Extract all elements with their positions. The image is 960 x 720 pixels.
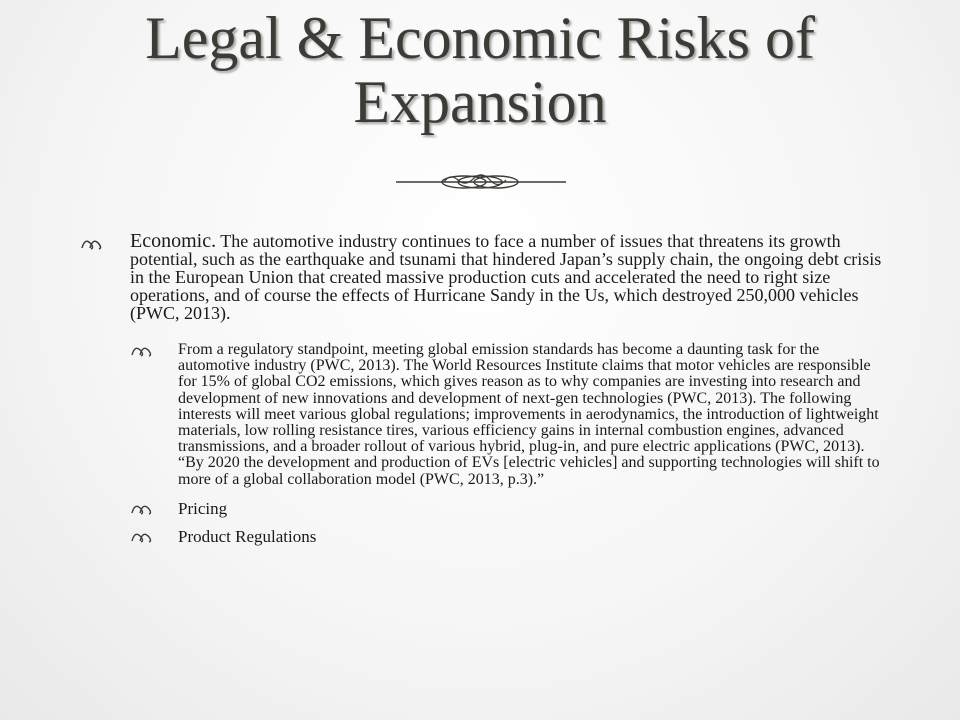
sub-bullet-text: From a regulatory standpoint, meeting global emission standards has become a daunting task for the automotive industry (PWC, 2013). The World Resources Institute claims that motor vehicles are responsible for 15% of global CO2 emissions, which gives reason as to why companies are investing into research and development of new innovations and development of next-gen technologies (PWC, 2013). The following interests will meet various global regulations; improvements in aerodynamics, the introduction of lightweight materials, low rolling resistance tires, various efficiency gains in internal combustion engines, advanced transmissions, and a broader rollout of various hybrid, plug-in, and pure electric applications (PWC, 2013). “By 2020 the development and production of EVs [electric vehicles] and supporting technologies will shift to more of a global collaboration model (PWC, 2013, p.3).” xyxy=(178,341,880,488)
list-item xyxy=(78,232,888,322)
curl-bullet-icon xyxy=(130,342,152,358)
title-line-1: Legal & Economic Risks of xyxy=(145,5,815,71)
curl-bullet-icon xyxy=(130,500,152,516)
curl-bullet-icon xyxy=(130,528,152,544)
sub-bullet-text: Product Regulations xyxy=(178,526,317,546)
list-item xyxy=(130,528,890,546)
list-item xyxy=(130,500,890,518)
sub-bullet-list xyxy=(130,342,890,556)
slide-title xyxy=(40,6,920,134)
list-item xyxy=(130,342,890,488)
curl-bullet-icon xyxy=(80,235,102,251)
sub-bullet-text: Pricing xyxy=(178,498,228,518)
bullet-lead: Economic. xyxy=(130,230,217,252)
flourish-divider-icon xyxy=(396,170,566,194)
bullet-text: The automotive industry continues to face a number of issues that threatens its growth potential, such as the earthquake and tsunami that hindered Japan’s supply chain, the ongoing debt crisis in the European Union that created massive production cuts and accelerated the need to right size operations, and of course the effects of Hurricane Sandy in the Us, which destroyed 250,000 vehicles (PWC, 2013). xyxy=(130,231,882,323)
title-line-2: Expansion xyxy=(353,69,607,135)
main-bullet-list xyxy=(78,232,888,330)
